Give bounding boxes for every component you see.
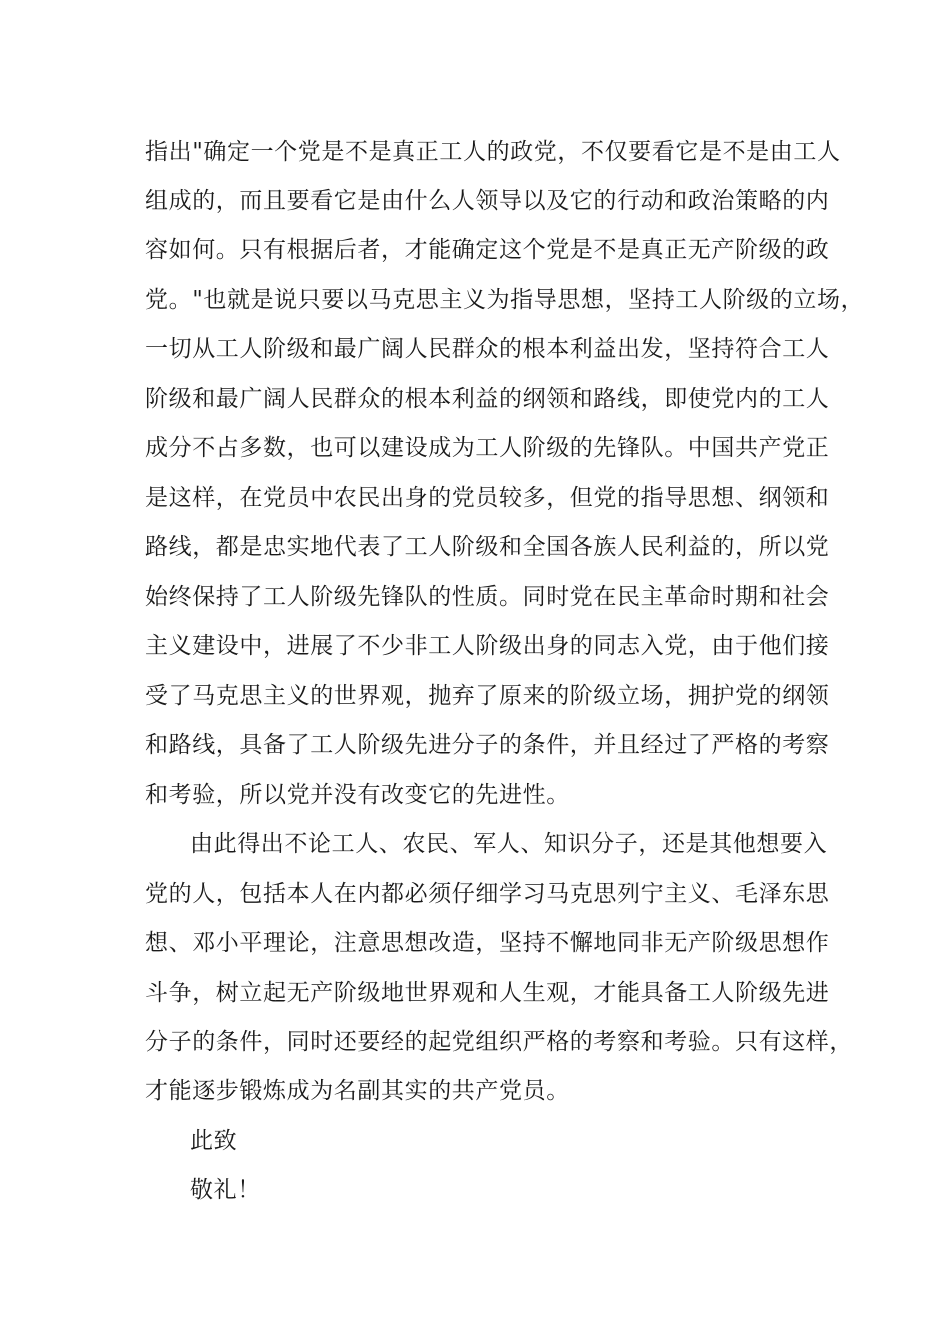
- text-line: 党。"也就是说只要以马克思主义为指导思想，坚持工人阶级的立场，: [145, 287, 865, 313]
- text-line: 是这样，在党员中农民出身的党员较多，但党的指导思想、纲领和: [145, 485, 830, 511]
- text-line: 才能逐步锻炼成为名副其实的共产党员。: [145, 1078, 570, 1104]
- text-line: 斗争，树立起无产阶级地世界观和人生观，才能具备工人阶级先进: [145, 980, 830, 1006]
- text-line: 组成的，而且要看它是由什么人领导以及它的行动和政治策略的内: [145, 188, 830, 214]
- closing-salutation: 此致: [190, 1128, 238, 1154]
- text-line: 想、邓小平理论，注意思想改造，坚持不懈地同非无产阶级思想作: [145, 930, 830, 956]
- text-line: 阶级和最广阔人民群众的根本利益的纲领和路线，即使党内的工人: [145, 386, 830, 412]
- text-line: 主义建设中，进展了不少非工人阶级出身的同志入党，由于他们接: [145, 633, 830, 659]
- text-line: 指出"确定一个党是不是真正工人的政党，不仅要看它是不是由工人: [145, 139, 841, 165]
- closing-regards: 敬礼！: [190, 1177, 261, 1203]
- text-line: 党的人，包括本人在内都必须仔细学习马克思列宁主义、毛泽东思: [145, 881, 830, 907]
- paragraph-first-line: 由此得出不论工人、农民、军人、知识分子，还是其他想要入: [190, 831, 828, 857]
- text-line: 和考验，所以党并没有改变它的先进性。: [145, 782, 570, 808]
- text-line: 路线，都是忠实地代表了工人阶级和全国各族人民利益的，所以党: [145, 534, 830, 560]
- text-line: 始终保持了工人阶级先锋队的性质。同时党在民主革命时期和社会: [145, 584, 830, 610]
- text-line: 受了马克思主义的世界观，抛弃了原来的阶级立场，拥护党的纲领: [145, 683, 830, 709]
- text-line: 和路线，具备了工人阶级先进分子的条件，并且经过了严格的考察: [145, 732, 830, 758]
- text-line: 一切从工人阶级和最广阔人民群众的根本利益出发，坚持符合工人: [145, 336, 830, 362]
- text-line: 成分不占多数，也可以建设成为工人阶级的先锋队。中国共产党正: [145, 435, 830, 461]
- text-line: 容如何。只有根据后者，才能确定这个党是不是真正无产阶级的政: [145, 237, 830, 263]
- text-line: 分子的条件，同时还要经的起党组织严格的考察和考验。只有这样，: [145, 1029, 853, 1055]
